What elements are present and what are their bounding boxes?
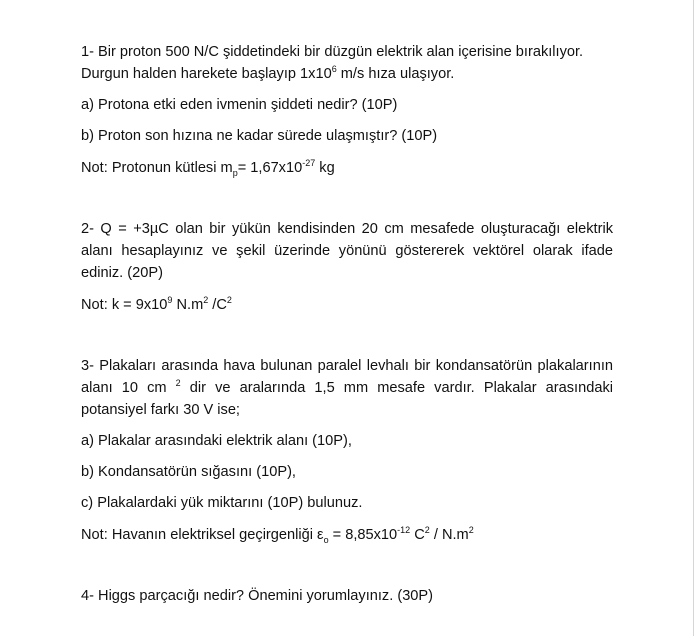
q3-part-c: c) Plakalardaki yük miktarını (10P) bulunuz. bbox=[81, 495, 363, 511]
q1-part-a: a) Protona etki eden ivmenin şiddeti nedir? (10P) bbox=[81, 97, 398, 113]
q3-part-b: b) Kondansatörün sığasını (10P), bbox=[81, 464, 296, 480]
q1-line2: Durgun halden harekete başlayıp $1x10^6$ m/s hıza ulaşıyor. bbox=[81, 64, 455, 82]
page-edge-divider bbox=[693, 0, 694, 636]
q4-text: 4- Higgs parçacığı nedir? Önemini yorumlayınız. (30P) bbox=[81, 588, 434, 604]
q1-part-b: b) Proton son hızına ne kadar sürede ulaşmıştır? (10P) bbox=[81, 128, 438, 144]
q3-note: Not: Havanın elektriksel geçirgenliği $\varepsilon_o = 8,85x10^{-12}$ $C^2 / N.m^2$ bbox=[81, 525, 474, 545]
q1-note: Not: Protonun kütlesi $m_p= 1,67x10^{-27}$ kg bbox=[81, 158, 335, 178]
q3-part-a: a) Plakalar arasındaki elektrik alanı (10P), bbox=[81, 433, 352, 449]
q2-note: Not: $k = 9x10^9$ $N.m^2$ $/C^2$ bbox=[81, 295, 232, 313]
q2-text: 2- Q = +3µC olan bir yükün kendisinden 20 cm mesafede oluşturacağı elektrik alanı hesaplayınız ve şekil üzerinde yönünü göstererek vektörel olarak ifade ediniz. (20P) bbox=[81, 221, 613, 281]
q3-text: 3- Plakaları arasında hava bulunan paralel levhalı bir kondansatörün plakalarının alanı 10 cm $^2$ dir ve aralarında 1,5 mm mesafe vardır. Plakalar arasındaki potansiyel farkı 30 V ise; bbox=[81, 358, 613, 418]
q1-line1: 1- Bir proton 500 N/C şiddetindeki bir düzgün elektrik alan içerisine bırakılıyor. bbox=[81, 44, 584, 60]
